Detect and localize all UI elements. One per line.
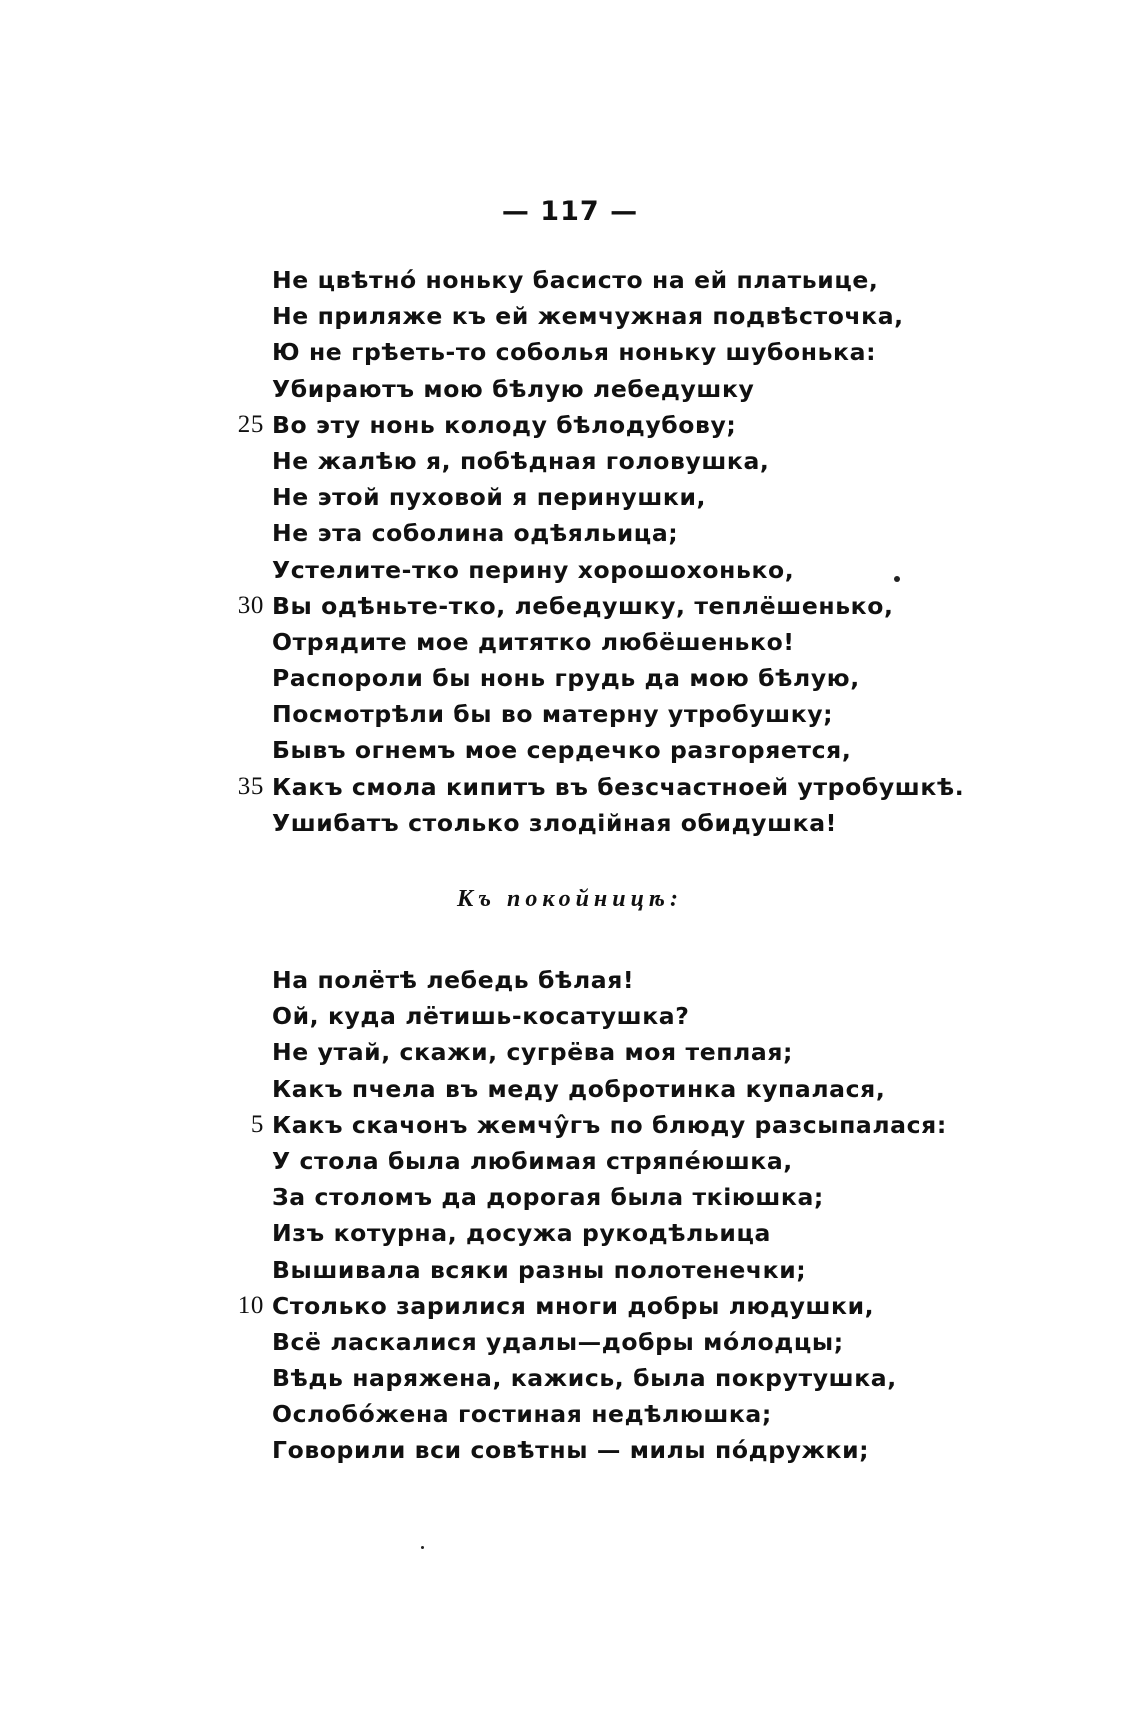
poem-line — [237, 407, 932, 443]
poem-line — [272, 624, 932, 660]
poem-line — [272, 1034, 932, 1070]
line-text: Вѣдь наряжена, кажись, была покрутушка, — [272, 1364, 897, 1393]
line-text: Ой, куда лётишь-косатушка? — [272, 1002, 690, 1031]
poem-line — [272, 1252, 932, 1288]
line-text: Устелите-тко перину хорошохонько, — [272, 555, 795, 584]
line-text: Отрядите мое дитятко любёшенько! — [272, 627, 795, 656]
poem-line — [237, 1288, 932, 1324]
line-text: На полётѣ лебедь бѣлая! — [272, 966, 635, 994]
poem-line — [272, 1215, 932, 1251]
line-text: Не цвѣтнó ноньку басисто на ей платьице, — [272, 266, 879, 294]
line-text: Бывъ огнемъ мое сердечко разгоряется, — [272, 736, 852, 765]
line-text: За столомъ да дорогая была ткiюшка; — [272, 1183, 824, 1212]
poem-line — [272, 805, 932, 841]
poem-line — [272, 962, 932, 998]
poem-line — [272, 660, 932, 696]
line-number: 10 — [237, 1291, 264, 1319]
poem-stanza-2 — [237, 962, 947, 1469]
poem-line — [237, 769, 965, 805]
poem-line — [272, 1071, 932, 1107]
line-number: 35 — [237, 772, 264, 800]
line-text: Посмотрѣли бы во матерну утробушку; — [272, 700, 834, 729]
line-text: Не эта соболина одѣяльица; — [272, 519, 679, 548]
line-text: Какъ скачонъ жемчу̂гъ по блюду разсыпалася: — [272, 1110, 947, 1139]
line-number: 5 — [250, 1110, 264, 1138]
poem-line — [272, 1179, 932, 1215]
poem-line — [272, 298, 932, 334]
ink-speck — [894, 576, 900, 582]
line-text: Не утай, скажи, сугрёва моя теплая; — [272, 1038, 794, 1067]
section-heading: Къ покойницѣ: — [457, 886, 683, 912]
line-text: Говорили вси совѣтны — милы пóдружки; — [272, 1436, 870, 1465]
poem-line — [272, 1360, 932, 1396]
poem-line — [250, 1107, 947, 1143]
line-text: Ю не грѣеть-то соболья ноньку шубонька: — [272, 338, 877, 367]
line-text: Столько зарилися многи добры людушки, — [272, 1291, 875, 1320]
line-text: Распороли бы нонь грудь да мою бѣлую, — [272, 664, 860, 693]
line-text: Не этой пуховой я перинушки, — [272, 483, 707, 512]
poem-line — [272, 552, 932, 588]
poem-line — [272, 732, 932, 768]
poem-line — [272, 1324, 932, 1360]
line-text: Всё ласкалися удалы—добры мóлодцы; — [272, 1327, 844, 1356]
line-text: Вышивала всяки разны полотенечки; — [272, 1255, 807, 1284]
poem-line — [272, 998, 932, 1034]
line-text: Вы одѣньте-тко, лебедушку, теплёшенько, — [272, 591, 894, 620]
poem-line — [272, 479, 932, 515]
poem-line — [272, 1396, 932, 1432]
poem-line — [272, 262, 932, 298]
poem-line — [272, 334, 932, 370]
poem-line — [272, 1143, 932, 1179]
line-number: 30 — [237, 591, 264, 619]
line-text: Ушибатъ столько злодійная обидушка! — [272, 808, 837, 837]
ink-speck — [421, 1546, 424, 1549]
poem-line — [237, 588, 932, 624]
poem-line — [272, 443, 932, 479]
poem-line — [272, 1432, 932, 1468]
page-number: — 117 — — [501, 196, 639, 227]
line-text: Не жалѣю я, побѣдная головушка, — [272, 446, 770, 475]
line-text: Изъ котурна, досужа рукодѣльица — [272, 1219, 771, 1248]
line-text: Какъ смола кипитъ въ безсчастноей утробушкѣ. — [272, 772, 965, 801]
poem-stanza-1 — [237, 262, 965, 841]
poem-line — [272, 696, 932, 732]
line-number: 25 — [237, 410, 264, 438]
line-text: Какъ пчела въ меду добротинка купалася, — [272, 1074, 886, 1103]
poem-line — [272, 371, 932, 407]
line-text: У стола была любимая стряпéюшка, — [272, 1146, 793, 1175]
line-text: Ослобóжена гостиная недѣлюшка; — [272, 1400, 772, 1429]
line-text: Во эту нонь колоду бѣлодубову; — [272, 410, 737, 439]
line-text: Не приляже къ ей жемчужная подвѣсточка, — [272, 302, 904, 331]
poem-line — [272, 515, 932, 551]
line-text: Убираютъ мою бѣлую лебедушку — [272, 374, 755, 403]
